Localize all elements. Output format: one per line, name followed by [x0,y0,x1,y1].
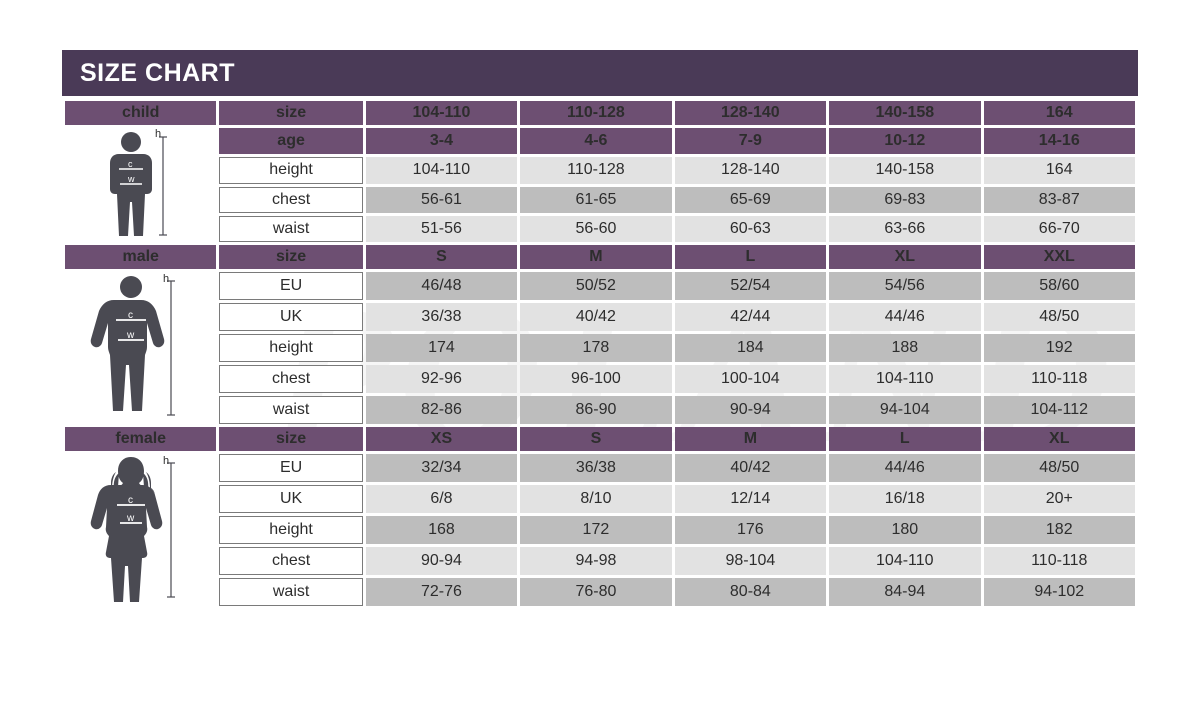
cell-female-chest-3: 98-104 [675,547,826,575]
row-label-male-size: size [219,245,362,269]
row-label-child-chest: chest [219,187,362,213]
row-label-female-chest: chest [219,547,362,575]
row-label-male-chest: chest [219,365,362,393]
cell-male-uk-2: 40/42 [520,303,671,331]
row-label-male-uk: UK [219,303,362,331]
cell-child-height-3: 128-140 [675,157,826,183]
svg-text:h: h [154,129,161,140]
table-row [65,334,1135,362]
table-row [65,245,1135,269]
cell-child-size-1: 104-110 [366,101,517,125]
child-figure-svg [75,129,207,241]
row-label-male-waist: waist [219,396,362,424]
cell-female-uk-3: 12/14 [675,485,826,513]
cell-child-age-1: 3-4 [366,128,517,154]
cell-female-size-5: XL [984,427,1135,451]
cell-male-waist-1: 82-86 [366,396,517,424]
cell-female-chest-5: 110-118 [984,547,1135,575]
table-row [65,187,1135,213]
cell-child-height-1: 104-110 [366,157,517,183]
row-label-male-eu: EU [219,272,362,300]
table-row [65,303,1135,331]
cell-child-age-3: 7-9 [675,128,826,154]
cell-female-eu-4: 44/46 [829,454,980,482]
female-silhouette-icon [65,454,216,606]
cell-male-size-4: XL [829,245,980,269]
cell-female-height-5: 182 [984,516,1135,544]
table-row [65,396,1135,424]
cell-female-eu-3: 40/42 [675,454,826,482]
size-chart-table [62,98,1138,609]
cell-female-size-2: S [520,427,671,451]
cell-male-height-5: 192 [984,334,1135,362]
cell-female-uk-2: 8/10 [520,485,671,513]
cell-male-size-2: M [520,245,671,269]
table-row [65,454,1135,482]
cell-child-waist-3: 60-63 [675,216,826,242]
cell-male-eu-3: 52/54 [675,272,826,300]
svg-text:c: c [127,495,133,506]
cell-female-height-4: 180 [829,516,980,544]
cell-male-height-2: 178 [520,334,671,362]
row-label-child-waist: waist [219,216,362,242]
female-figure-svg [75,455,207,605]
category-label-female: female [65,427,216,451]
male-silhouette-icon [65,272,216,424]
table-row [65,128,1135,154]
cell-female-chest-2: 94-98 [520,547,671,575]
svg-text:w: w [126,330,134,341]
cell-male-eu-2: 50/52 [520,272,671,300]
cell-female-size-3: M [675,427,826,451]
cell-male-uk-3: 42/44 [675,303,826,331]
cell-child-chest-3: 65-69 [675,187,826,213]
table-row [65,216,1135,242]
table-row [65,427,1135,451]
cell-female-height-3: 176 [675,516,826,544]
cell-male-waist-5: 104-112 [984,396,1135,424]
cell-child-age-2: 4-6 [520,128,671,154]
cell-male-uk-1: 36/38 [366,303,517,331]
cell-male-waist-2: 86-90 [520,396,671,424]
cell-female-height-1: 168 [366,516,517,544]
row-label-female-waist: waist [219,578,362,606]
cell-male-uk-5: 48/50 [984,303,1135,331]
row-label-child-height: height [219,157,362,183]
cell-child-waist-5: 66-70 [984,216,1135,242]
male-figure-svg [75,273,207,423]
cell-male-eu-1: 46/48 [366,272,517,300]
row-label-female-uk: UK [219,485,362,513]
svg-text:h: h [162,273,169,285]
cell-child-size-3: 128-140 [675,101,826,125]
cell-female-uk-5: 20+ [984,485,1135,513]
cell-male-height-3: 184 [675,334,826,362]
cell-female-size-1: XS [366,427,517,451]
svg-text:w: w [126,513,134,524]
cell-male-chest-1: 92-96 [366,365,517,393]
table-row [65,272,1135,300]
row-label-child-age: age [219,128,362,154]
row-label-female-size: size [219,427,362,451]
category-label-male: male [65,245,216,269]
cell-child-chest-5: 83-87 [984,187,1135,213]
cell-male-size-1: S [366,245,517,269]
cell-child-waist-4: 63-66 [829,216,980,242]
cell-female-waist-4: 84-94 [829,578,980,606]
cell-female-waist-1: 72-76 [366,578,517,606]
cell-child-chest-1: 56-61 [366,187,517,213]
cell-male-chest-2: 96-100 [520,365,671,393]
cell-male-eu-5: 58/60 [984,272,1135,300]
row-label-female-eu: EU [219,454,362,482]
cell-female-height-2: 172 [520,516,671,544]
cell-male-waist-3: 90-94 [675,396,826,424]
title-bar [62,50,1138,96]
cell-male-size-3: L [675,245,826,269]
cell-female-uk-4: 16/18 [829,485,980,513]
table-row [65,547,1135,575]
cell-child-age-5: 14-16 [984,128,1135,154]
cell-male-height-4: 188 [829,334,980,362]
category-label-child: child [65,101,216,125]
cell-child-size-5: 164 [984,101,1135,125]
table-row [65,516,1135,544]
cell-child-size-2: 110-128 [520,101,671,125]
cell-male-waist-4: 94-104 [829,396,980,424]
cell-female-eu-2: 36/38 [520,454,671,482]
row-label-child-size: size [219,101,362,125]
table-row [65,101,1135,125]
page-title: SIZE CHART [80,58,235,87]
cell-female-waist-5: 94-102 [984,578,1135,606]
row-label-female-height: height [219,516,362,544]
svg-text:w: w [127,174,135,184]
cell-male-size-5: XXL [984,245,1135,269]
cell-child-waist-2: 56-60 [520,216,671,242]
cell-female-chest-4: 104-110 [829,547,980,575]
table-row [65,157,1135,183]
child-silhouette-icon [65,128,216,242]
cell-male-chest-5: 110-118 [984,365,1135,393]
cell-male-chest-3: 100-104 [675,365,826,393]
cell-female-waist-3: 80-84 [675,578,826,606]
row-label-male-height: height [219,334,362,362]
cell-male-chest-4: 104-110 [829,365,980,393]
cell-male-height-1: 174 [366,334,517,362]
table-row [65,578,1135,606]
table-row [65,485,1135,513]
table-row [65,365,1135,393]
cell-child-chest-4: 69-83 [829,187,980,213]
cell-child-age-4: 10-12 [829,128,980,154]
cell-child-size-4: 140-158 [829,101,980,125]
svg-text:h: h [162,455,169,467]
svg-text:c: c [127,159,133,169]
cell-child-waist-1: 51-56 [366,216,517,242]
svg-text:c: c [127,310,133,321]
cell-female-waist-2: 76-80 [520,578,671,606]
cell-child-height-4: 140-158 [829,157,980,183]
cell-child-height-5: 164 [984,157,1135,183]
cell-male-eu-4: 54/56 [829,272,980,300]
cell-child-chest-2: 61-65 [520,187,671,213]
cell-female-eu-5: 48/50 [984,454,1135,482]
cell-female-uk-1: 6/8 [366,485,517,513]
cell-female-chest-1: 90-94 [366,547,517,575]
cell-female-eu-1: 32/34 [366,454,517,482]
cell-female-size-4: L [829,427,980,451]
size-chart-sheet [62,50,1138,662]
cell-child-height-2: 110-128 [520,157,671,183]
cell-male-uk-4: 44/46 [829,303,980,331]
